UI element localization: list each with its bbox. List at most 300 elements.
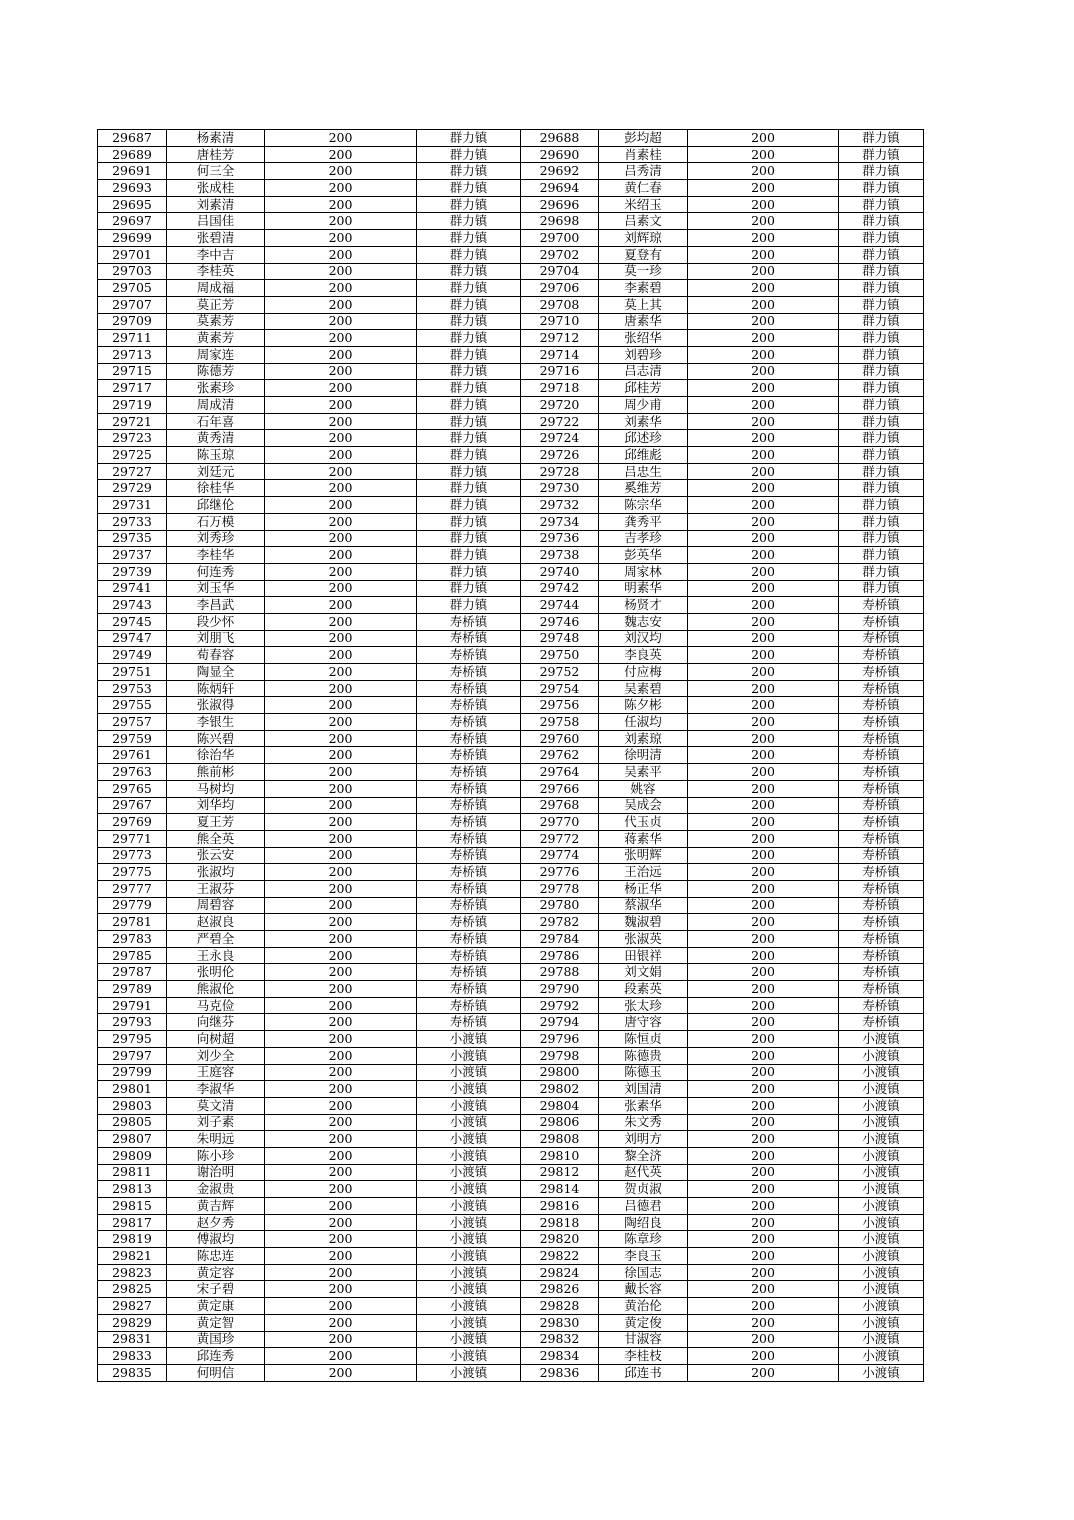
name-cell: 黄定智 (167, 1314, 265, 1331)
town-cell: 小渡镇 (839, 1348, 924, 1365)
id-cell: 29734 (521, 513, 599, 530)
town-cell: 小渡镇 (839, 1047, 924, 1064)
name-cell: 李昌武 (167, 597, 265, 614)
amount-cell: 200 (688, 864, 839, 881)
table-row (98, 964, 924, 981)
table-row (98, 346, 924, 363)
name-cell: 徐明清 (599, 747, 688, 764)
id-cell: 29735 (98, 530, 167, 547)
town-cell: 小渡镇 (417, 1081, 521, 1098)
amount-cell: 200 (265, 413, 417, 430)
id-cell: 29762 (521, 747, 599, 764)
table-row (98, 380, 924, 397)
amount-cell: 200 (688, 497, 839, 514)
name-cell: 张太珍 (599, 997, 688, 1014)
amount-cell: 200 (688, 914, 839, 931)
name-cell: 黄仁春 (599, 180, 688, 197)
amount-cell: 200 (265, 847, 417, 864)
town-cell: 群力镇 (417, 547, 521, 564)
name-cell: 李良玉 (599, 1248, 688, 1265)
amount-cell: 200 (265, 814, 417, 831)
town-cell: 群力镇 (839, 563, 924, 580)
town-cell: 小渡镇 (839, 1314, 924, 1331)
name-cell: 何明信 (167, 1364, 265, 1381)
id-cell: 29778 (521, 880, 599, 897)
amount-cell: 200 (265, 280, 417, 297)
amount-cell: 200 (265, 1264, 417, 1281)
town-cell: 寿桥镇 (839, 880, 924, 897)
amount-cell: 200 (265, 1181, 417, 1198)
table-row (98, 263, 924, 280)
town-cell: 群力镇 (417, 213, 521, 230)
name-cell: 宋子碧 (167, 1281, 265, 1298)
amount-cell: 200 (265, 530, 417, 547)
amount-cell: 200 (688, 613, 839, 630)
id-cell: 29794 (521, 1014, 599, 1031)
town-cell: 群力镇 (417, 397, 521, 414)
amount-cell: 200 (265, 797, 417, 814)
name-cell: 严碧全 (167, 931, 265, 948)
id-cell: 29725 (98, 447, 167, 464)
amount-cell: 200 (688, 1281, 839, 1298)
town-cell: 寿桥镇 (417, 664, 521, 681)
table-row (98, 463, 924, 480)
town-cell: 群力镇 (839, 547, 924, 564)
town-cell: 寿桥镇 (417, 697, 521, 714)
amount-cell: 200 (265, 697, 417, 714)
id-cell: 29783 (98, 931, 167, 948)
amount-cell: 200 (688, 964, 839, 981)
town-cell: 寿桥镇 (839, 964, 924, 981)
town-cell: 小渡镇 (839, 1147, 924, 1164)
amount-cell: 200 (265, 346, 417, 363)
name-cell: 张绍华 (599, 330, 688, 347)
name-cell: 龚秀平 (599, 513, 688, 530)
name-cell: 傅淑均 (167, 1231, 265, 1248)
id-cell: 29792 (521, 997, 599, 1014)
id-cell: 29726 (521, 447, 599, 464)
town-cell: 寿桥镇 (839, 680, 924, 697)
town-cell: 群力镇 (417, 430, 521, 447)
amount-cell: 200 (265, 1064, 417, 1081)
table-row (98, 597, 924, 614)
table-row (98, 1314, 924, 1331)
name-cell: 代玉贞 (599, 814, 688, 831)
id-cell: 29763 (98, 764, 167, 781)
amount-cell: 200 (265, 447, 417, 464)
table-row (98, 1164, 924, 1181)
amount-cell: 200 (688, 680, 839, 697)
name-cell: 徐治华 (167, 747, 265, 764)
town-cell: 群力镇 (839, 346, 924, 363)
town-cell: 群力镇 (839, 480, 924, 497)
town-cell: 群力镇 (417, 180, 521, 197)
town-cell: 寿桥镇 (417, 847, 521, 864)
amount-cell: 200 (265, 196, 417, 213)
name-cell: 杨素清 (167, 130, 265, 147)
name-cell: 刘碧珍 (599, 346, 688, 363)
table-row (98, 830, 924, 847)
amount-cell: 200 (265, 1331, 417, 1348)
amount-cell: 200 (265, 380, 417, 397)
table-row (98, 1081, 924, 1098)
name-cell: 张云安 (167, 847, 265, 864)
id-cell: 29752 (521, 664, 599, 681)
id-cell: 29705 (98, 280, 167, 297)
table-row (98, 480, 924, 497)
town-cell: 寿桥镇 (417, 830, 521, 847)
table-body (98, 130, 924, 1382)
town-cell: 寿桥镇 (417, 780, 521, 797)
id-cell: 29777 (98, 880, 167, 897)
amount-cell: 200 (265, 1281, 417, 1298)
name-cell: 黎全济 (599, 1147, 688, 1164)
town-cell: 寿桥镇 (417, 931, 521, 948)
town-cell: 寿桥镇 (417, 630, 521, 647)
id-cell: 29692 (521, 163, 599, 180)
id-cell: 29709 (98, 313, 167, 330)
table-row (98, 847, 924, 864)
amount-cell: 200 (265, 547, 417, 564)
amount-cell: 200 (265, 897, 417, 914)
id-cell: 29825 (98, 1281, 167, 1298)
amount-cell: 200 (265, 1248, 417, 1265)
amount-cell: 200 (688, 146, 839, 163)
name-cell: 黄吉辉 (167, 1198, 265, 1215)
id-cell: 29767 (98, 797, 167, 814)
table-row (98, 246, 924, 263)
id-cell: 29800 (521, 1064, 599, 1081)
id-cell: 29796 (521, 1031, 599, 1048)
amount-cell: 200 (688, 1181, 839, 1198)
name-cell: 陶显全 (167, 664, 265, 681)
id-cell: 29822 (521, 1248, 599, 1265)
town-cell: 群力镇 (839, 497, 924, 514)
table-row (98, 513, 924, 530)
town-cell: 寿桥镇 (417, 647, 521, 664)
name-cell: 夏王芳 (167, 814, 265, 831)
name-cell: 吴素碧 (599, 680, 688, 697)
id-cell: 29833 (98, 1348, 167, 1365)
table-row (98, 664, 924, 681)
amount-cell: 200 (688, 1047, 839, 1064)
name-cell: 陶绍良 (599, 1214, 688, 1231)
amount-cell: 200 (265, 1314, 417, 1331)
town-cell: 群力镇 (839, 246, 924, 263)
amount-cell: 200 (688, 697, 839, 714)
town-cell: 群力镇 (417, 597, 521, 614)
id-cell: 29773 (98, 847, 167, 864)
name-cell: 刘玉华 (167, 580, 265, 597)
town-cell: 小渡镇 (417, 1298, 521, 1315)
table-row (98, 764, 924, 781)
name-cell: 黄定容 (167, 1264, 265, 1281)
name-cell: 吴素平 (599, 764, 688, 781)
amount-cell: 200 (688, 880, 839, 897)
town-cell: 寿桥镇 (839, 647, 924, 664)
id-cell: 29700 (521, 230, 599, 247)
name-cell: 张成桂 (167, 180, 265, 197)
name-cell: 陈炳轩 (167, 680, 265, 697)
amount-cell: 200 (688, 463, 839, 480)
town-cell: 寿桥镇 (417, 880, 521, 897)
name-cell: 王淑芬 (167, 880, 265, 897)
town-cell: 寿桥镇 (839, 897, 924, 914)
name-cell: 周家连 (167, 346, 265, 363)
town-cell: 寿桥镇 (417, 981, 521, 998)
id-cell: 29713 (98, 346, 167, 363)
town-cell: 寿桥镇 (839, 597, 924, 614)
id-cell: 29809 (98, 1147, 167, 1164)
amount-cell: 200 (265, 230, 417, 247)
id-cell: 29702 (521, 246, 599, 263)
amount-cell: 200 (688, 296, 839, 313)
name-cell: 张素华 (599, 1097, 688, 1114)
id-cell: 29738 (521, 547, 599, 564)
id-cell: 29807 (98, 1131, 167, 1148)
name-cell: 段素英 (599, 981, 688, 998)
id-cell: 29776 (521, 864, 599, 881)
table-row (98, 563, 924, 580)
town-cell: 小渡镇 (839, 1231, 924, 1248)
id-cell: 29790 (521, 981, 599, 998)
name-cell: 黄国珍 (167, 1331, 265, 1348)
id-cell: 29802 (521, 1081, 599, 1098)
id-cell: 29831 (98, 1331, 167, 1348)
id-cell: 29770 (521, 814, 599, 831)
name-cell: 彭英华 (599, 547, 688, 564)
name-cell: 莫正芳 (167, 296, 265, 313)
town-cell: 群力镇 (417, 563, 521, 580)
table-row (98, 981, 924, 998)
amount-cell: 200 (265, 747, 417, 764)
table-row (98, 630, 924, 647)
town-cell: 寿桥镇 (839, 697, 924, 714)
town-cell: 寿桥镇 (839, 864, 924, 881)
id-cell: 29817 (98, 1214, 167, 1231)
name-cell: 付应梅 (599, 664, 688, 681)
town-cell: 群力镇 (417, 363, 521, 380)
id-cell: 29724 (521, 430, 599, 447)
table-row (98, 864, 924, 881)
id-cell: 29780 (521, 897, 599, 914)
id-cell: 29741 (98, 580, 167, 597)
amount-cell: 200 (688, 897, 839, 914)
id-cell: 29727 (98, 463, 167, 480)
amount-cell: 200 (688, 730, 839, 747)
id-cell: 29695 (98, 196, 167, 213)
name-cell: 邱维彪 (599, 447, 688, 464)
id-cell: 29755 (98, 697, 167, 714)
amount-cell: 200 (265, 163, 417, 180)
town-cell: 群力镇 (839, 163, 924, 180)
town-cell: 小渡镇 (417, 1147, 521, 1164)
table-row (98, 330, 924, 347)
name-cell: 唐素华 (599, 313, 688, 330)
id-cell: 29828 (521, 1298, 599, 1315)
town-cell: 寿桥镇 (417, 997, 521, 1014)
name-cell: 荀春容 (167, 647, 265, 664)
name-cell: 陈德贵 (599, 1047, 688, 1064)
id-cell: 29811 (98, 1164, 167, 1181)
name-cell: 陈德芳 (167, 363, 265, 380)
id-cell: 29691 (98, 163, 167, 180)
id-cell: 29765 (98, 780, 167, 797)
amount-cell: 200 (688, 1198, 839, 1215)
town-cell: 寿桥镇 (839, 914, 924, 931)
id-cell: 29769 (98, 814, 167, 831)
name-cell: 刘廷元 (167, 463, 265, 480)
town-cell: 群力镇 (839, 313, 924, 330)
id-cell: 29747 (98, 630, 167, 647)
amount-cell: 200 (688, 263, 839, 280)
name-cell: 张素珍 (167, 380, 265, 397)
amount-cell: 200 (265, 1131, 417, 1148)
name-cell: 黄定俊 (599, 1314, 688, 1331)
amount-cell: 200 (688, 847, 839, 864)
table-row (98, 780, 924, 797)
table-row (98, 1264, 924, 1281)
name-cell: 刘明方 (599, 1131, 688, 1148)
town-cell: 群力镇 (417, 513, 521, 530)
table-row (98, 1364, 924, 1381)
id-cell: 29714 (521, 346, 599, 363)
id-cell: 29712 (521, 330, 599, 347)
table-row (98, 530, 924, 547)
town-cell: 寿桥镇 (839, 931, 924, 948)
town-cell: 群力镇 (839, 330, 924, 347)
amount-cell: 200 (688, 1348, 839, 1365)
id-cell: 29750 (521, 647, 599, 664)
name-cell: 李桂英 (167, 263, 265, 280)
name-cell: 莫素芳 (167, 313, 265, 330)
name-cell: 黄秀清 (167, 430, 265, 447)
town-cell: 群力镇 (417, 480, 521, 497)
id-cell: 29818 (521, 1214, 599, 1231)
amount-cell: 200 (265, 1214, 417, 1231)
name-cell: 金淑贵 (167, 1181, 265, 1198)
name-cell: 姚容 (599, 780, 688, 797)
name-cell: 何三全 (167, 163, 265, 180)
table-row (98, 213, 924, 230)
amount-cell: 200 (688, 1331, 839, 1348)
data-table (97, 129, 924, 1382)
id-cell: 29791 (98, 997, 167, 1014)
amount-cell: 200 (265, 296, 417, 313)
town-cell: 寿桥镇 (839, 814, 924, 831)
town-cell: 小渡镇 (417, 1031, 521, 1048)
town-cell: 群力镇 (839, 580, 924, 597)
town-cell: 寿桥镇 (417, 730, 521, 747)
amount-cell: 200 (265, 580, 417, 597)
town-cell: 群力镇 (839, 180, 924, 197)
amount-cell: 200 (688, 230, 839, 247)
town-cell: 群力镇 (839, 413, 924, 430)
town-cell: 寿桥镇 (839, 630, 924, 647)
name-cell: 石万模 (167, 513, 265, 530)
amount-cell: 200 (688, 1164, 839, 1181)
amount-cell: 200 (265, 830, 417, 847)
id-cell: 29753 (98, 680, 167, 697)
town-cell: 寿桥镇 (417, 1014, 521, 1031)
id-cell: 29808 (521, 1131, 599, 1148)
id-cell: 29708 (521, 296, 599, 313)
amount-cell: 200 (688, 997, 839, 1014)
id-cell: 29746 (521, 613, 599, 630)
town-cell: 群力镇 (417, 130, 521, 147)
amount-cell: 200 (688, 1314, 839, 1331)
id-cell: 29754 (521, 680, 599, 697)
id-cell: 29737 (98, 547, 167, 564)
id-cell: 29711 (98, 330, 167, 347)
name-cell: 陈忠连 (167, 1248, 265, 1265)
amount-cell: 200 (265, 1014, 417, 1031)
id-cell: 29731 (98, 497, 167, 514)
table-row (98, 447, 924, 464)
amount-cell: 200 (688, 1131, 839, 1148)
name-cell: 向继芬 (167, 1014, 265, 1031)
amount-cell: 200 (265, 780, 417, 797)
name-cell: 陈小珍 (167, 1147, 265, 1164)
id-cell: 29722 (521, 413, 599, 430)
name-cell: 陈兴碧 (167, 730, 265, 747)
name-cell: 邱述珍 (599, 430, 688, 447)
town-cell: 寿桥镇 (417, 897, 521, 914)
id-cell: 29736 (521, 530, 599, 547)
amount-cell: 200 (265, 1147, 417, 1164)
id-cell: 29723 (98, 430, 167, 447)
amount-cell: 200 (688, 630, 839, 647)
amount-cell: 200 (688, 180, 839, 197)
amount-cell: 200 (265, 1364, 417, 1381)
town-cell: 寿桥镇 (417, 947, 521, 964)
amount-cell: 200 (265, 981, 417, 998)
town-cell: 群力镇 (839, 230, 924, 247)
town-cell: 群力镇 (417, 230, 521, 247)
amount-cell: 200 (688, 1064, 839, 1081)
town-cell: 小渡镇 (417, 1348, 521, 1365)
id-cell: 29699 (98, 230, 167, 247)
amount-cell: 200 (265, 1081, 417, 1098)
id-cell: 29815 (98, 1198, 167, 1215)
amount-cell: 200 (688, 547, 839, 564)
id-cell: 29829 (98, 1314, 167, 1331)
town-cell: 寿桥镇 (839, 830, 924, 847)
town-cell: 群力镇 (839, 430, 924, 447)
amount-cell: 200 (265, 1031, 417, 1048)
name-cell: 刘素琼 (599, 730, 688, 747)
name-cell: 甘淑容 (599, 1331, 688, 1348)
name-cell: 吴成会 (599, 797, 688, 814)
table-row (98, 814, 924, 831)
name-cell: 米绍玉 (599, 196, 688, 213)
amount-cell: 200 (688, 1248, 839, 1265)
name-cell: 邱桂芳 (599, 380, 688, 397)
id-cell: 29768 (521, 797, 599, 814)
amount-cell: 200 (265, 1164, 417, 1181)
table-row (98, 1064, 924, 1081)
name-cell: 李素碧 (599, 280, 688, 297)
town-cell: 小渡镇 (417, 1331, 521, 1348)
id-cell: 29718 (521, 380, 599, 397)
name-cell: 刘朋飞 (167, 630, 265, 647)
town-cell: 小渡镇 (417, 1164, 521, 1181)
town-cell: 小渡镇 (839, 1264, 924, 1281)
name-cell: 夏登有 (599, 246, 688, 263)
name-cell: 周成清 (167, 397, 265, 414)
name-cell: 黄定康 (167, 1298, 265, 1315)
town-cell: 寿桥镇 (839, 764, 924, 781)
